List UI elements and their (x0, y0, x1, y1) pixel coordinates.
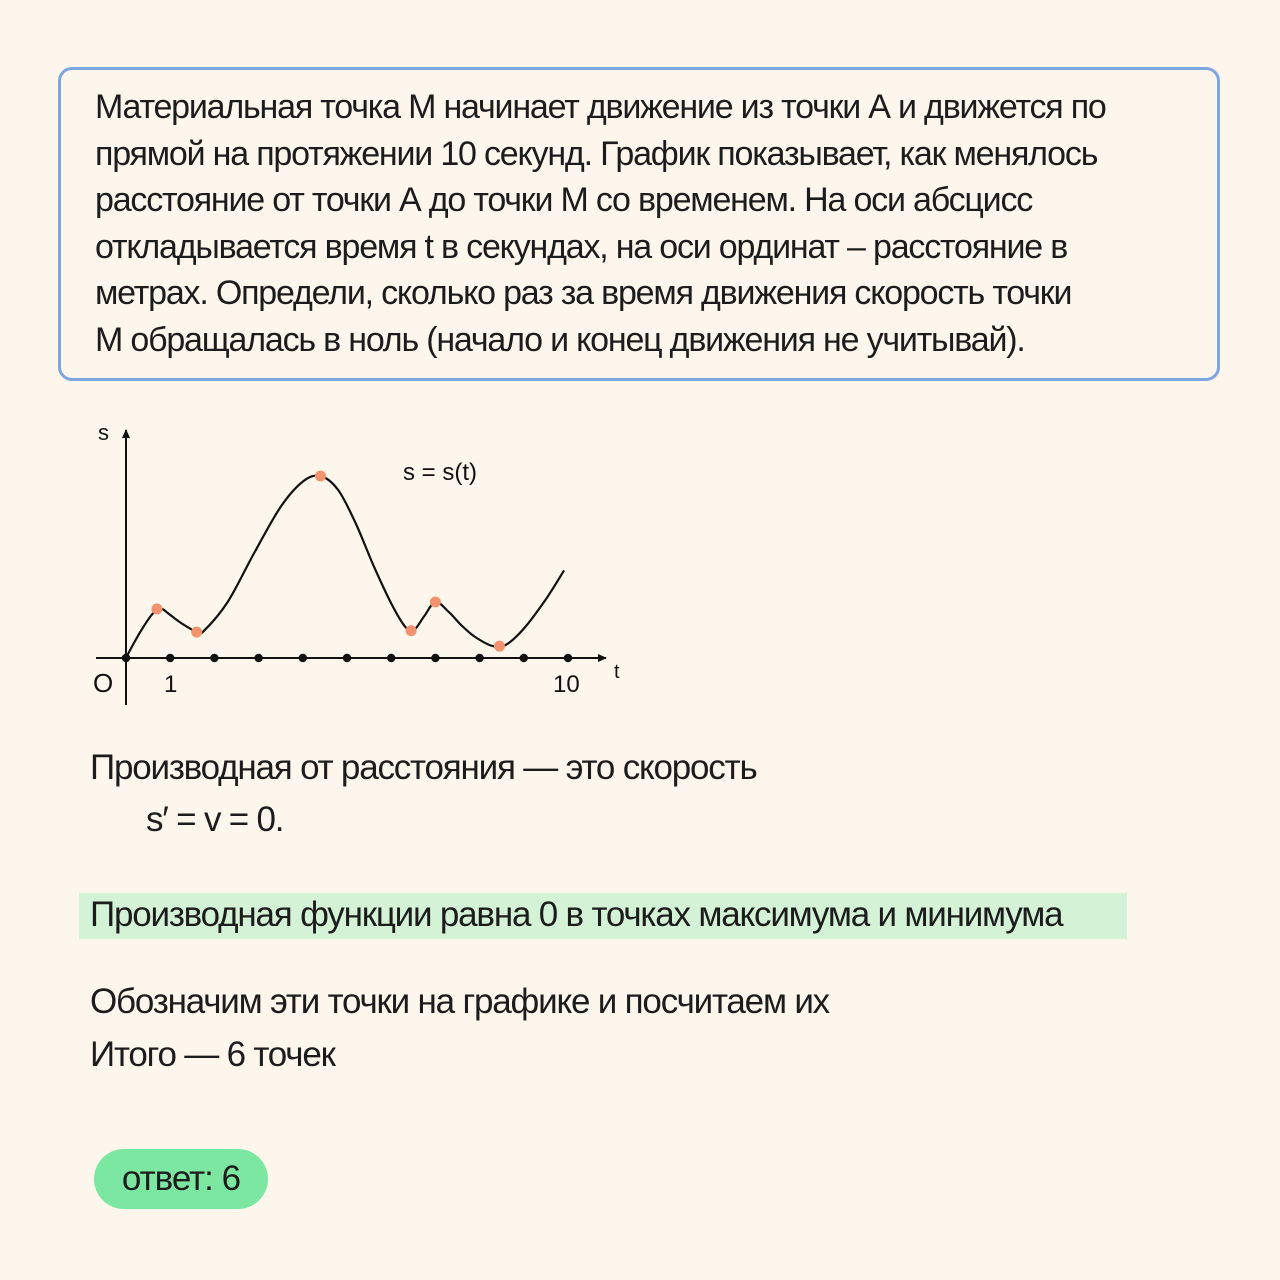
function-label: s = s(t) (403, 459, 478, 486)
x-tick-dot (387, 654, 395, 662)
extremum-point-max (151, 604, 162, 615)
answer-text: ответ: 6 (121, 1159, 241, 1198)
problem-line: М обращалась в ноль (начало и конец движения не учитывай). (95, 320, 1025, 359)
x-tick-dot (343, 654, 351, 662)
solution-line-total: Итого — 6 точек (90, 1035, 335, 1074)
extremum-point-min (191, 627, 202, 638)
origin-label: O (93, 668, 114, 698)
problem-line: прямой на протяжении 10 секунд. График показывает, как менялось (95, 134, 1098, 173)
x-tick-dot (254, 654, 262, 662)
x-tick-dot (520, 654, 528, 662)
x-tick-dot (166, 654, 174, 662)
solution-line-formula: s′ = v = 0. (146, 800, 284, 839)
x-tick-dot (475, 654, 483, 662)
highlight-text: Производная функции равна 0 в точках максимума и минимума (90, 895, 1063, 934)
x-tick-dot (431, 654, 439, 662)
distance-time-graph (0, 400, 700, 720)
extremum-point-max (315, 471, 326, 482)
tick-label-1: 1 (164, 671, 178, 698)
problem-box (58, 67, 1220, 381)
extremum-point-min (406, 625, 417, 636)
tick-label-10: 10 (553, 671, 580, 698)
problem-line: Материальная точка М начинает движение из точки А и движется по (95, 88, 1106, 126)
y-axis-label: s (98, 420, 109, 445)
highlight-banner (79, 893, 1127, 939)
x-axis-label: t (614, 661, 620, 683)
answer-badge (94, 1149, 268, 1209)
problem-line: расстояние от точки А до точки М со временем. На оси абсцисс (95, 181, 1033, 219)
solution-line-mark-points: Обозначим эти точки на графике и посчитаем их (90, 982, 829, 1021)
extremum-points (151, 471, 505, 652)
problem-text (95, 84, 1187, 363)
solution-line-derivative: Производная от расстояния — это скорость (90, 748, 757, 787)
x-tick-dot (299, 654, 307, 662)
extremum-point-max (430, 597, 441, 608)
x-tick-dot (564, 654, 572, 662)
extremum-point-min (494, 641, 505, 652)
problem-line: метрах. Определи, сколько раз за время движения скорость точки (95, 274, 1072, 312)
problem-line: откладывается время t в секундах, на оси ординат – расстояние в (95, 227, 1068, 266)
x-tick-dot (210, 654, 218, 662)
